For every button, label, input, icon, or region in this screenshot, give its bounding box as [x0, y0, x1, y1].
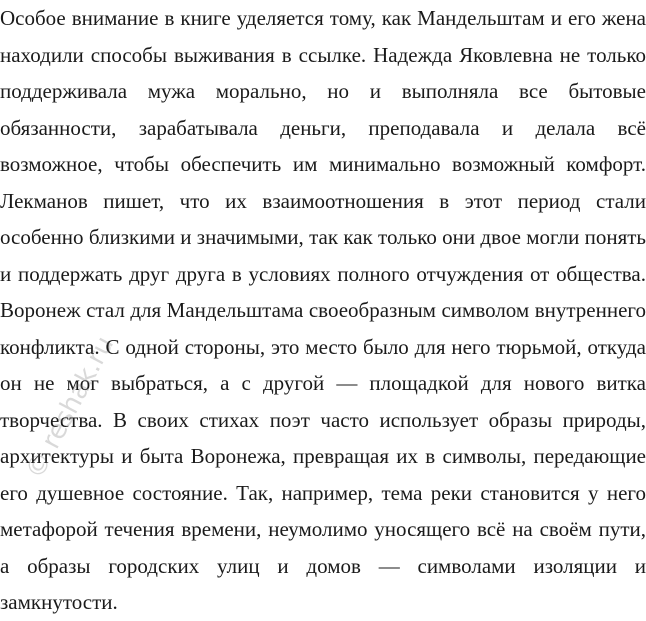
text-line: конфликта. С одной стороны, это место было для него тюрьмой, откуда: [0, 334, 646, 359]
text-line: творчества. В своих стихах поэт часто использует образы природы,: [0, 407, 646, 432]
paragraph-1: [0, 0, 646, 292]
text-line: находили способы выживания в ссылке. Надежда Яковлевна не только: [0, 42, 646, 67]
text-line: метафорой течения времени, неумолимо уносящего всё на своём пути,: [0, 517, 646, 541]
text-line: Воронеж стал для Мандельштама своеобразным символом внутреннего: [0, 298, 646, 322]
text-line: архитектуры и быта Воронежа, превращая их в символы, передающие: [0, 444, 646, 468]
text-line: поддерживала мужа морально, но и выполняла все бытовые: [0, 79, 646, 103]
text-line: особенно близкими и значимыми, так как только они двое могли понять: [0, 225, 646, 249]
text-line: он не мог выбраться, а с другой — площадкой для нового витка: [0, 371, 646, 395]
watermark: © reshak.ru: [20, 331, 121, 485]
text-line: возможное, чтобы обеспечить им минимально возможный комфорт.: [0, 152, 646, 176]
text-line: его душевное состояние. Так, например, тема реки становится у него: [0, 480, 646, 505]
text-line: и поддержать друг друга в условиях полного отчуждения от общества.: [0, 261, 646, 286]
paragraph-2: [0, 292, 646, 621]
text-line: обязанности, зарабатывала деньги, преподавала и делала всё: [0, 115, 646, 140]
text-line: замкнутости.: [0, 590, 118, 614]
text-line: а образы городских улиц и домов — символами изоляции и: [0, 553, 646, 578]
text-line: Особое внимание в книге уделяется тому, как Мандельштам и его жена: [0, 6, 646, 30]
text-line: Лекманов пишет, что их взаимоотношения в этот период стали: [0, 188, 646, 213]
